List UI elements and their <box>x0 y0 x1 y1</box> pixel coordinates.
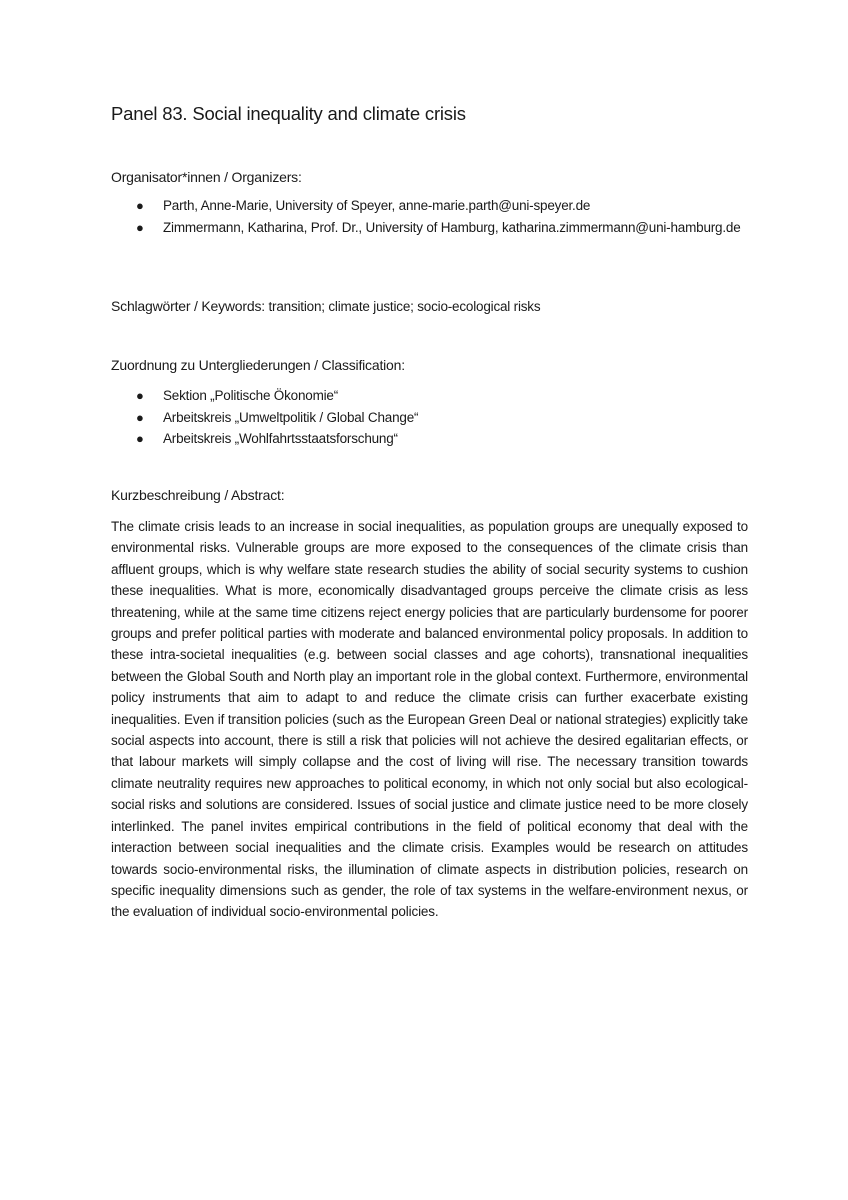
keywords-value: transition; climate justice; socio-ecological risks <box>264 299 541 314</box>
organizers-list <box>111 195 748 238</box>
organizers-heading: Organisator*innen / Organizers: <box>111 169 302 185</box>
classification-list <box>111 385 748 450</box>
classification-heading: Zuordnung zu Untergliederungen / Classification: <box>111 357 405 373</box>
list-item <box>111 195 748 217</box>
organizer-entry: Zimmermann, Katharina, Prof. Dr., University of Hamburg, katharina.zimmermann@uni-hamburg.de <box>163 219 741 235</box>
classification-entry: Sektion „Politische Ökonomie“ <box>163 388 339 403</box>
bullet-icon: ● <box>136 409 144 425</box>
page-title: Panel 83. Social inequality and climate crisis <box>111 103 466 124</box>
list-item <box>111 428 748 450</box>
abstract-text: The climate crisis leads to an increase in social inequalities, as population groups are unequally exposed to environmental risks. Vulnerable groups are more exposed to the consequences of the climate crisis than affluent groups, which is why welfare state research studies the ability of social security systems to cushion these inequalities. What is more, economically disadvantaged groups perceive the climate crisis as less threatening, while at the same time citizens reject energy policies that are particularly burdensome for poorer groups and prefer political parties with moderate and balanced environmental policy proposals. In addition to these intra-societal inequalities (e.g. between social classes and age cohorts), transnational inequalities between the Global South and North play an important role in the global context. Furthermore, environmental policy instruments that aim to adapt to and reduce the climate crisis can further exacerbate existing inequalities. Even if transition policies (such as the European Green Deal or national strategies) explicitly take social aspects into account, there is still a risk that policies will not achieve the desired egalitarian effects, or that labour markets will simply collapse and the cost of living will rise. The necessary transition towards climate neutrality requires new approaches to political economy, in which not only social but also ecological-social risks and solutions are considered. Issues of social justice and climate justice need to be more closely interlinked. The panel invites empirical contributions in the field of political economy that deal with the interaction between social inequalities and the climate crisis. Examples would be research on attitudes towards socio-environmental risks, the illumination of climate aspects in distribution policies, research on specific inequality dimensions such as gender, the role of tax systems in the welfare-environment nexus, or the evaluation of individual socio-environmental policies. <box>111 519 748 920</box>
bullet-icon: ● <box>136 431 144 446</box>
keywords-line <box>111 298 540 314</box>
list-item <box>111 217 748 239</box>
bullet-icon: ● <box>136 219 144 235</box>
classification-entry: Arbeitskreis „Wohlfahrtsstaatsforschung“ <box>163 431 398 446</box>
classification-entry: Arbeitskreis „Umweltpolitik / Global Change“ <box>163 409 419 425</box>
list-item <box>111 407 748 429</box>
bullet-icon: ● <box>136 388 144 403</box>
keywords-label: Schlagwörter / Keywords: <box>111 298 265 314</box>
list-item <box>111 385 748 407</box>
bullet-icon: ● <box>136 198 144 213</box>
organizer-entry: Parth, Anne-Marie, University of Speyer, anne-marie.parth@uni-speyer.de <box>163 198 591 213</box>
abstract-heading: Kurzbeschreibung / Abstract: <box>111 487 285 503</box>
